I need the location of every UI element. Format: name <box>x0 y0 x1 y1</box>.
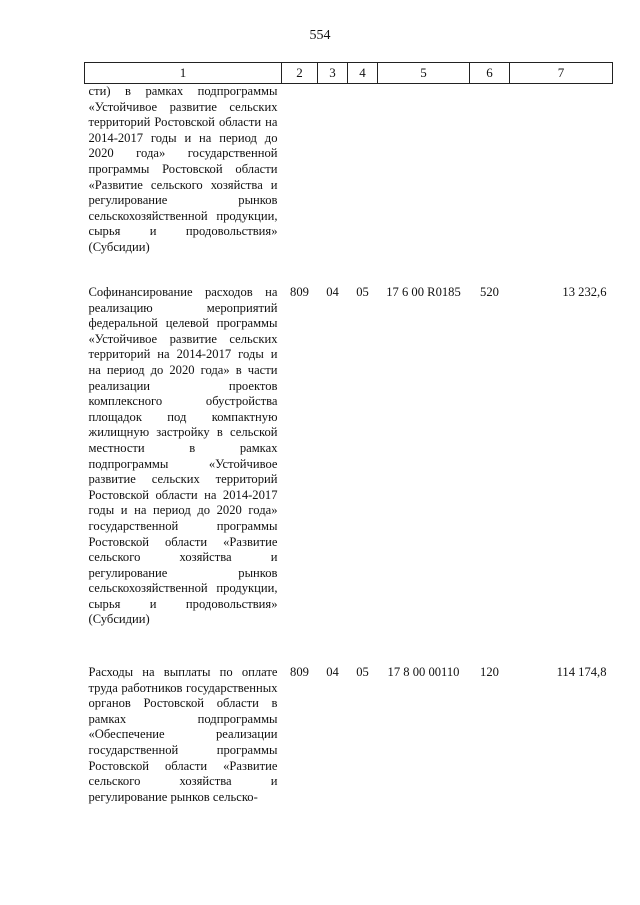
column-header-3: 3 <box>318 63 348 84</box>
row-expense-type: 120 <box>480 665 499 679</box>
row-amount: 114 174,8 <box>556 665 607 679</box>
table-row <box>85 281 613 659</box>
column-header-4: 4 <box>348 63 378 84</box>
table-header-row <box>85 63 613 84</box>
table-row <box>85 659 613 805</box>
table-row <box>85 84 613 282</box>
row-subsection-code: 05 <box>356 285 369 299</box>
row-amount: 13 232,6 <box>562 285 607 299</box>
row-ministry-code <box>282 84 318 282</box>
row-section-code: 04 <box>326 665 339 679</box>
column-header-5: 5 <box>378 63 470 84</box>
row-target-article: 17 8 00 00110 <box>387 665 460 679</box>
row-target-article <box>378 84 470 282</box>
column-header-6: 6 <box>470 63 510 84</box>
row-subsection-code <box>348 84 378 282</box>
page-number: 554 <box>309 28 331 43</box>
column-header-7: 7 <box>510 63 613 84</box>
row-section-code <box>318 84 348 282</box>
row-description: Софинансирование расходов на реализацию мероприятий федеральной целевой программы «Устойчивое развитие сельских территорий на 2014-2017 годы и на период до 2020 года» в части реализации проектов комплексного обустройства площадок под компактную жилищную застройку в сельской местности в рамках подпрограммы «Устойчивое развитие сельских территорий Ростовской области на 2014-2017 годы и на период до 2020 года» государственной программы Ростовской области «Развитие сельского хозяйства и регулирование рынков сельскохозяйственной продукции, сырья и продовольствия» (Субсидии) <box>88 285 278 627</box>
row-amount <box>510 84 613 282</box>
row-ministry-code: 809 <box>290 285 309 299</box>
row-target-article: 17 6 00 R0185 <box>386 285 461 299</box>
row-ministry-code: 809 <box>290 665 309 679</box>
row-description: сти) в рамках подпрограммы «Устойчивое развитие сельских территорий Ростовской области на 2014-2017 годы и на период до 2020 года» государственной программы Ростовской области «Развитие сельского хозяйства и регулирование рынков сельскохозяйственной продукции, сырья и продовольствия» (Субсидии) <box>88 84 278 254</box>
column-header-1: 1 <box>85 63 282 84</box>
row-expense-type <box>470 84 510 282</box>
budget-table <box>84 62 613 805</box>
row-subsection-code: 05 <box>356 665 369 679</box>
column-header-2: 2 <box>282 63 318 84</box>
row-description: Расходы на выплаты по оплате труда работников государственных органов Ростовской области в рамках подпрограммы «Обеспечение реализации государственной программы Ростовской области «Развитие сельского хозяйства и регулирование рынков сельско- <box>88 665 278 804</box>
row-expense-type: 520 <box>480 285 499 299</box>
row-section-code: 04 <box>326 285 339 299</box>
